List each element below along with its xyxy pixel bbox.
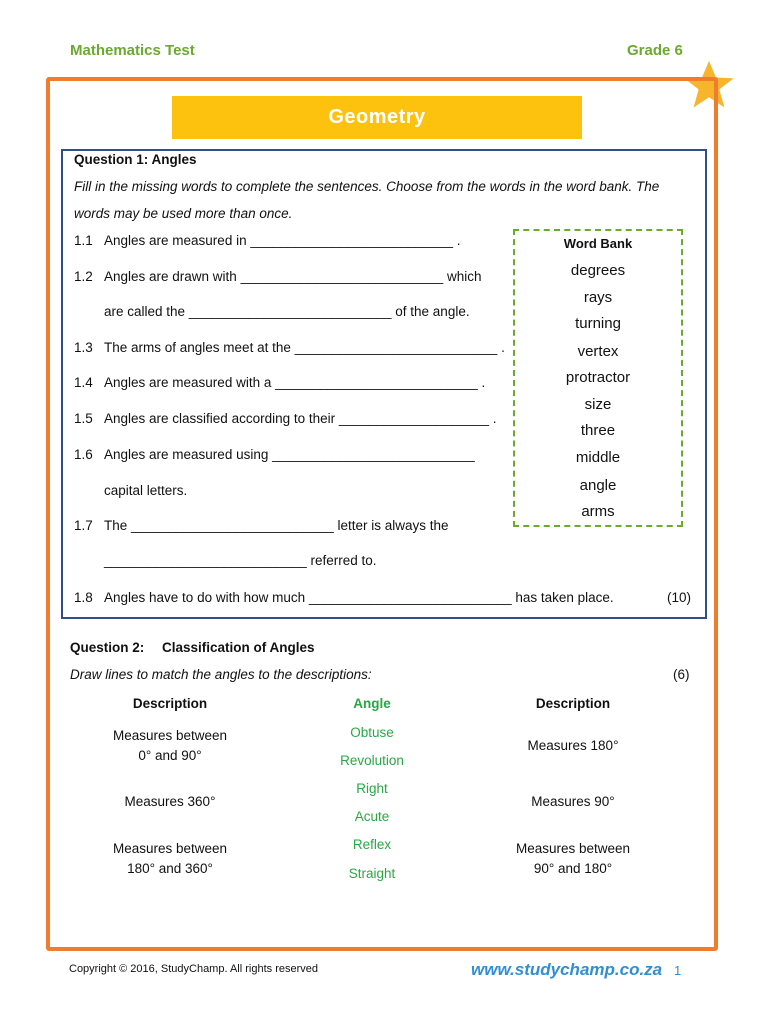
right-description: Measures 180° [527, 738, 619, 753]
item-number: 1.3 [74, 340, 93, 355]
item-number: 1.1 [74, 233, 93, 248]
left-description: Measures between 0° and 90° [112, 728, 228, 763]
angle-name: Acute [354, 809, 390, 824]
word-bank-word: rays [583, 289, 613, 306]
left-description: Measures 360° [124, 794, 216, 809]
angle-name: Reflex [352, 837, 392, 852]
word-bank-word: vertex [577, 343, 619, 360]
item-text: Angles are measured with a ___________________________ . [104, 375, 486, 390]
word-bank-word: protractor [565, 369, 631, 386]
item-text: Angles are classified according to their ____________________ . [104, 411, 497, 426]
item-number: 1.2 [74, 269, 93, 284]
item-text: The ___________________________ letter is always the [104, 518, 449, 533]
item-text: are called the ___________________________ of the angle. [104, 304, 470, 319]
right-description: Measures 90° [531, 794, 615, 809]
description-header-left: Description [132, 696, 208, 711]
word-bank [513, 229, 683, 527]
description-header-right: Description [535, 696, 611, 711]
question-1-instruction: Fill in the missing words to complete the sentences. Choose from the words in the word bank. The [74, 179, 660, 194]
item-text: Angles are drawn with ___________________________ which [104, 269, 482, 284]
item-text: capital letters. [104, 483, 188, 498]
website-link[interactable]: www.studychamp.co.za [471, 960, 663, 979]
copyright: Copyright © 2016, StudyChamp. All rights reserved [69, 963, 319, 975]
item-text: The arms of angles meet at the ___________________________ . [104, 340, 505, 355]
item-number: 1.4 [74, 375, 93, 390]
word-bank-title: Word Bank [563, 236, 633, 251]
question-1-instruction-cont: words may be used more than once. [74, 206, 293, 221]
item-text: ___________________________ referred to. [104, 553, 377, 568]
angle-name: Right [356, 781, 388, 796]
word-bank-word: size [584, 396, 612, 413]
left-description: Measures between 180° and 360° [112, 841, 228, 876]
item-text: Angles have to do with how much ___________________________ has taken place. [104, 590, 614, 605]
word-bank-word: angle [579, 477, 617, 494]
question-2-instruction: Draw lines to match the angles to the descriptions: [70, 667, 372, 682]
question-1-marks: (10) [667, 590, 692, 605]
question-2-marks: (6) [673, 667, 690, 682]
question-2-number: Question 2: [70, 640, 145, 655]
page-title: Geometry [328, 106, 426, 128]
subject-label: Mathematics Test [70, 42, 195, 59]
question-2-title: Classification of Angles [162, 640, 315, 655]
item-text: Angles are measured using ___________________________ [104, 447, 475, 462]
item-number: 1.6 [74, 447, 93, 462]
angle-name: Revolution [340, 753, 404, 768]
item-text: Angles are measured in ___________________________ . [104, 233, 461, 248]
grade-label: Grade 6 [627, 42, 683, 59]
word-bank-word: middle [575, 449, 621, 466]
word-bank-word: arms [581, 503, 615, 520]
word-bank-word: turning [575, 315, 621, 332]
item-number: 1.7 [74, 518, 93, 533]
word-bank-word: three [580, 422, 616, 439]
page-number: 1 [674, 963, 682, 978]
word-bank-word: degrees [570, 262, 626, 279]
right-description: Measures between 90° and 180° [515, 841, 631, 876]
angle-header: Angle [353, 696, 391, 711]
question-1-heading: Question 1: Angles [74, 152, 197, 167]
item-number: 1.5 [74, 411, 93, 426]
item-number: 1.8 [74, 590, 93, 605]
angle-name: Obtuse [350, 725, 394, 740]
title-banner [172, 96, 582, 139]
angle-name: Straight [348, 866, 396, 881]
